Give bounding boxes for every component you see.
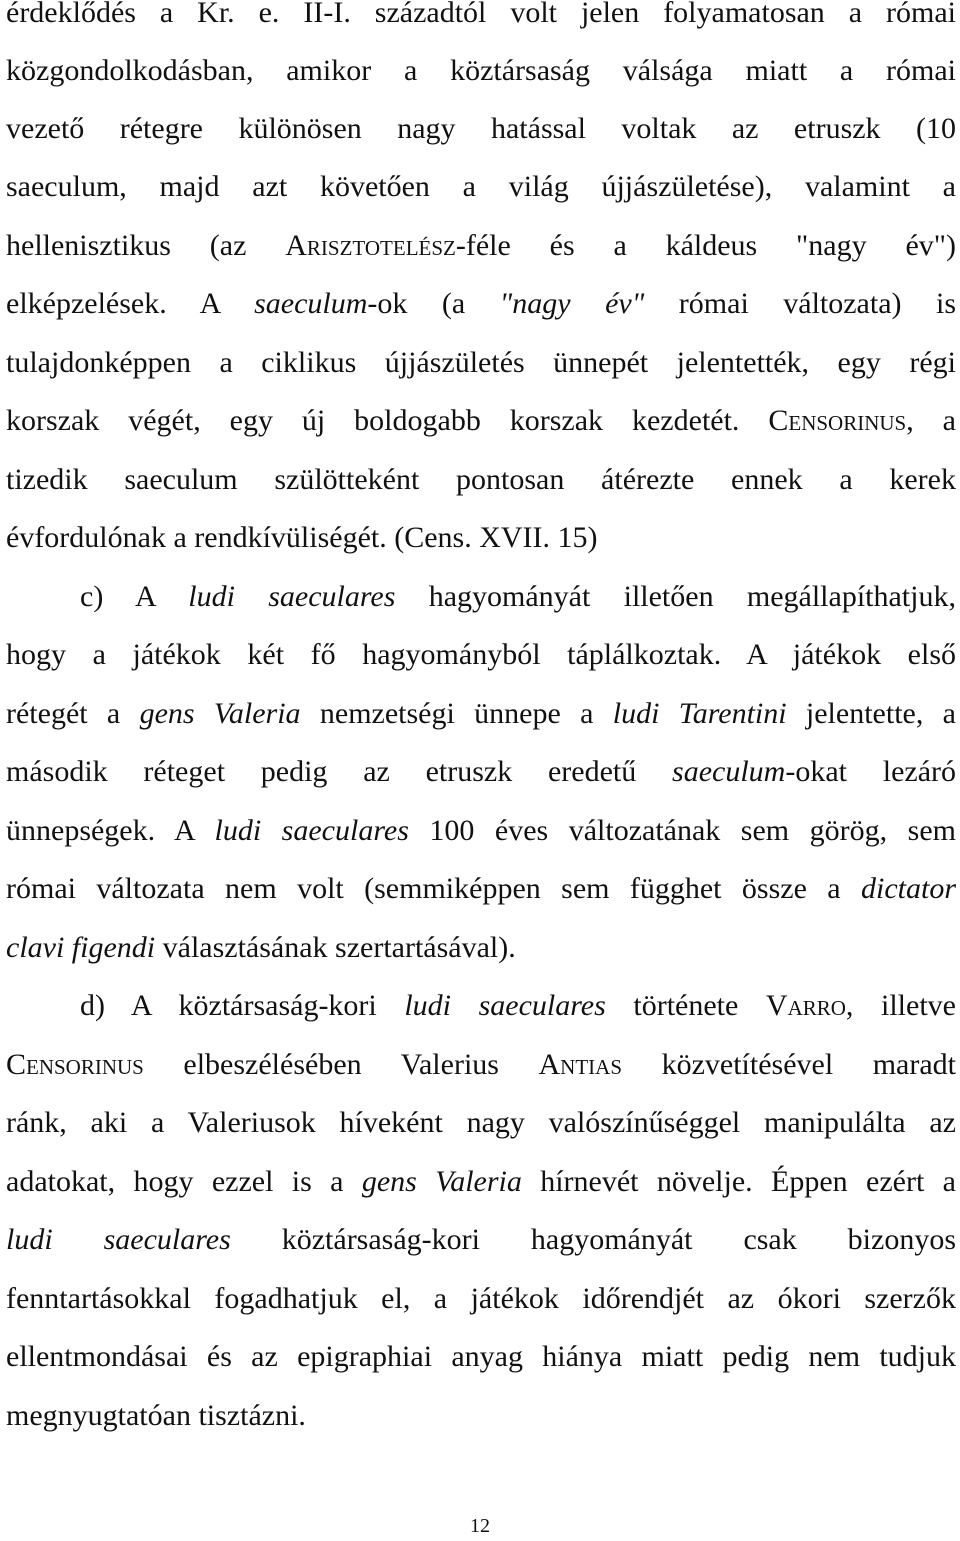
text-line-22: ludi saeculares köztársaság-kori hagyományát csak bizonyos <box>6 1223 956 1256</box>
name-varro: Varro <box>765 989 846 1022</box>
text-line-21: adatokat, hogy ezzel is a gens Valeria hírnevét növelje. Éppen ezért a <box>6 1165 956 1198</box>
text-line-24: ellentmondásai és az epigraphiai anyag hiánya miatt pedig nem tudjuk <box>6 1340 956 1373</box>
text-line-4: saeculum, majd azt követően a világ újjászületése), valamint a <box>6 170 956 203</box>
text-line-2: közgondolkodásban, amikor a köztársaság válsága miatt a római <box>6 54 956 87</box>
name-censorinus: Censorinus <box>6 1048 144 1081</box>
text-line-23: fenntartásokkal fogadhatjuk el, a játékok időrendjét az ókori szerzők <box>6 1282 956 1315</box>
text-line-20: ránk, aki a Valeriusok híveként nagy valószínűséggel manipulálta az <box>6 1106 956 1139</box>
name-censorinus: Censorinus <box>768 404 907 437</box>
text-line-17: clavi figendi választásának szertartásával). <box>6 931 516 964</box>
page-number: 12 <box>470 1515 490 1537</box>
name-antias: Antias <box>538 1048 623 1081</box>
text-line-7: tulajdonképpen a ciklikus újjászületés ünnepét jelentették, egy régi <box>6 346 956 379</box>
text-line-1: érdeklődés a Kr. e. II-I. századtól volt jelen folyamatosan a római <box>6 0 956 29</box>
text-line-16: római változata nem volt (semmiképpen sem függhet össze a dictator <box>6 872 956 905</box>
text-line-15: ünnepségek. A ludi saeculares 100 éves változatának sem görög, sem <box>6 814 956 847</box>
text-line-8: korszak végét, egy új boldogabb korszak kezdetét. Censorinus, a <box>6 404 956 437</box>
text-line-6: elképzelések. A saeculum-ok (a "nagy év" római változata) is <box>6 287 957 320</box>
text-line-14: második réteget pedig az etruszk eredetű saeculum-okat lezáró <box>6 755 956 788</box>
text-line-9: tizedik saeculum szülötteként pontosan átérezte ennek a kerek <box>6 463 956 496</box>
text-line-3: vezető rétegre különösen nagy hatással voltak az etruszk (10 <box>6 112 956 145</box>
text-line-19: Censorinus elbeszélésében Valerius Antias közvetítésével maradt <box>6 1048 956 1081</box>
text-line-13: rétegét a gens Valeria nemzetségi ünnepe a ludi Tarentini jelentette, a <box>6 697 956 730</box>
text-line-12: hogy a játékok két fő hagyományból táplálkoztak. A játékok első <box>6 638 956 671</box>
text-line-25: megnyugtatóan tisztázni. <box>6 1399 306 1432</box>
text-line-10: évfordulónak a rendkívüliségét. (Cens. XVII. 15) <box>6 521 598 554</box>
text-line-5: hellenisztikus (az Arisztotelész-féle és a káldeus "nagy év") <box>6 229 956 262</box>
text-line-18: d) A köztársaság-kori ludi saeculares története Varro, illetve <box>80 989 956 1022</box>
text-line-11: c) A ludi saeculares hagyományát illetően megállapíthatjuk, <box>80 580 956 613</box>
name-aristotle: Arisztotelész <box>285 229 456 262</box>
